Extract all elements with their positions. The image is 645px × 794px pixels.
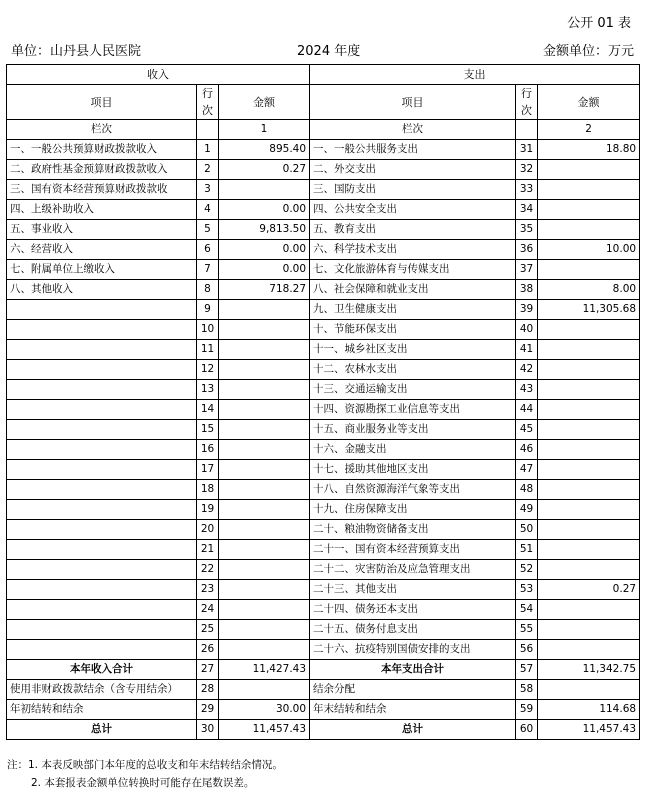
expense-amount-cell: 11,305.68 [538, 300, 640, 320]
expense-amount-cell: 18.80 [538, 140, 640, 160]
expense-item-cell: 本年支出合计 [310, 660, 516, 680]
income-amount-cell [219, 320, 310, 340]
expense-item-cell: 二十二、灾害防治及应急管理支出 [310, 560, 516, 580]
expense-item-cell: 十八、自然资源海洋气象等支出 [310, 480, 516, 500]
expense-line-cell: 53 [516, 580, 538, 600]
summary-row [7, 660, 640, 680]
expense-item-cell: 二十三、其他支出 [310, 580, 516, 600]
income-item-cell [7, 300, 197, 320]
reporting-unit: 单位：山丹县人民医院 [11, 44, 142, 59]
income-line-cell: 7 [197, 260, 219, 280]
note-2: 2. 本套报表金额单位转换时可能存在尾数误差。 [31, 777, 255, 789]
income-item-cell [7, 420, 197, 440]
expense-amount-cell [538, 480, 640, 500]
expense-line-cell: 37 [516, 260, 538, 280]
income-item-cell [7, 380, 197, 400]
income-item-cell: 年初结转和结余 [7, 700, 197, 720]
table-row [7, 260, 640, 280]
expense-line-cell: 33 [516, 180, 538, 200]
income-amount-cell [219, 420, 310, 440]
income-amount-cell [219, 640, 310, 660]
income-line-cell: 19 [197, 500, 219, 520]
income-item-cell [7, 620, 197, 640]
expense-amount-cell [538, 540, 640, 560]
income-item-cell [7, 640, 197, 660]
expense-line-cell: 36 [516, 240, 538, 260]
table-row [7, 460, 640, 480]
income-line-header: 行次 [197, 85, 219, 120]
income-line-cell: 6 [197, 240, 219, 260]
expense-item-cell: 五、教育支出 [310, 220, 516, 240]
expense-amount-cell [538, 440, 640, 460]
expense-amount-cell: 8.00 [538, 280, 640, 300]
income-item-cell: 六、经营收入 [7, 240, 197, 260]
income-line-cell: 28 [197, 680, 219, 700]
expense-item-cell: 十九、住房保障支出 [310, 500, 516, 520]
income-amount-cell [219, 480, 310, 500]
expense-line-cell: 56 [516, 640, 538, 660]
expense-lanci-number: 2 [538, 120, 640, 140]
expense-amount-cell [538, 460, 640, 480]
table-row [7, 400, 640, 420]
income-item-cell [7, 580, 197, 600]
income-amount-cell: 0.00 [219, 260, 310, 280]
income-amount-cell [219, 520, 310, 540]
expense-line-cell: 44 [516, 400, 538, 420]
expense-amount-cell: 0.27 [538, 580, 640, 600]
income-line-cell: 25 [197, 620, 219, 640]
expense-item-cell: 十六、金融支出 [310, 440, 516, 460]
table-row [7, 160, 640, 180]
income-item-header: 项目 [7, 85, 197, 120]
income-item-cell [7, 500, 197, 520]
expense-item-cell: 二、外交支出 [310, 160, 516, 180]
income-line-cell: 29 [197, 700, 219, 720]
income-amount-cell [219, 460, 310, 480]
table-row [7, 620, 640, 640]
income-item-cell: 七、附属单位上缴收入 [7, 260, 197, 280]
table-row [7, 140, 640, 160]
table-row [7, 560, 640, 580]
expense-line-cell: 59 [516, 700, 538, 720]
income-amount-cell: 11,427.43 [219, 660, 310, 680]
income-line-cell: 16 [197, 440, 219, 460]
expense-line-cell: 49 [516, 500, 538, 520]
income-item-cell: 八、其他收入 [7, 280, 197, 300]
expense-item-cell: 总计 [310, 720, 516, 740]
expense-line-cell: 55 [516, 620, 538, 640]
income-line-cell: 11 [197, 340, 219, 360]
form-code: 公开 01 表 [567, 16, 631, 31]
income-line-cell: 18 [197, 480, 219, 500]
expense-section-title: 支出 [310, 65, 640, 85]
income-line-cell: 1 [197, 140, 219, 160]
expense-amount-cell [538, 260, 640, 280]
lanci-row [7, 120, 640, 140]
expense-line-cell: 41 [516, 340, 538, 360]
expense-line-cell: 35 [516, 220, 538, 240]
income-line-cell: 24 [197, 600, 219, 620]
expense-item-cell: 一、一般公共服务支出 [310, 140, 516, 160]
expense-line-cell: 38 [516, 280, 538, 300]
income-item-cell [7, 480, 197, 500]
expense-item-cell: 十、节能环保支出 [310, 320, 516, 340]
income-item-cell [7, 360, 197, 380]
income-amount-cell [219, 340, 310, 360]
income-amount-cell [219, 600, 310, 620]
income-lanci-number: 1 [219, 120, 310, 140]
summary-row [7, 700, 640, 720]
table-row [7, 440, 640, 460]
expense-item-cell: 九、卫生健康支出 [310, 300, 516, 320]
income-line-cell: 12 [197, 360, 219, 380]
report-info-bar [7, 40, 638, 60]
expense-line-cell: 34 [516, 200, 538, 220]
expense-amount-cell: 11,342.75 [538, 660, 640, 680]
income-amount-cell [219, 400, 310, 420]
expense-line-cell: 32 [516, 160, 538, 180]
expense-item-cell: 二十五、债务付息支出 [310, 620, 516, 640]
expense-amount-cell [538, 360, 640, 380]
table-row [7, 200, 640, 220]
income-line-cell: 15 [197, 420, 219, 440]
table-row [7, 640, 640, 660]
expense-line-cell: 47 [516, 460, 538, 480]
summary-row [7, 720, 640, 740]
expense-item-cell: 结余分配 [310, 680, 516, 700]
expense-amount-cell: 11,457.43 [538, 720, 640, 740]
income-line-cell: 10 [197, 320, 219, 340]
expense-item-cell: 十七、援助其他地区支出 [310, 460, 516, 480]
income-line-cell: 8 [197, 280, 219, 300]
summary-row [7, 680, 640, 700]
expense-item-cell: 二十四、债务还本支出 [310, 600, 516, 620]
expense-amount-cell [538, 340, 640, 360]
income-amount-cell: 30.00 [219, 700, 310, 720]
expense-amount-cell [538, 200, 640, 220]
section-header-row [7, 65, 640, 85]
income-item-cell [7, 600, 197, 620]
expense-line-cell: 31 [516, 140, 538, 160]
income-amount-cell [219, 560, 310, 580]
income-item-cell: 使用非财政拨款结余（含专用结余） [7, 680, 197, 700]
income-line-cell: 20 [197, 520, 219, 540]
expense-amount-cell [538, 620, 640, 640]
income-amount-cell [219, 300, 310, 320]
expense-amount-cell [538, 500, 640, 520]
income-item-cell: 总计 [7, 720, 197, 740]
income-item-cell [7, 540, 197, 560]
income-item-cell: 五、事业收入 [7, 220, 197, 240]
table-row [7, 380, 640, 400]
income-amount-cell: 0.27 [219, 160, 310, 180]
income-section-title: 收入 [7, 65, 310, 85]
income-amount-cell [219, 680, 310, 700]
table-row [7, 420, 640, 440]
income-line-cell: 27 [197, 660, 219, 680]
expense-amount-cell [538, 380, 640, 400]
expense-line-cell: 51 [516, 540, 538, 560]
table-row [7, 340, 640, 360]
expense-line-cell: 39 [516, 300, 538, 320]
expense-amount-cell [538, 160, 640, 180]
expense-item-cell: 十四、资源勘探工业信息等支出 [310, 400, 516, 420]
column-header-row [7, 85, 640, 120]
income-item-cell: 一、一般公共预算财政拨款收入 [7, 140, 197, 160]
table-row [7, 280, 640, 300]
income-line-cell: 23 [197, 580, 219, 600]
income-line-cell: 9 [197, 300, 219, 320]
table-notes [7, 756, 283, 792]
expense-line-cell: 42 [516, 360, 538, 380]
income-expense-table [6, 64, 640, 740]
income-lanci-label: 栏次 [7, 120, 197, 140]
expense-amount-cell [538, 560, 640, 580]
table-row [7, 180, 640, 200]
income-amount-header: 金额 [219, 85, 310, 120]
income-line-cell: 2 [197, 160, 219, 180]
income-item-cell: 二、政府性基金预算财政拨款收入 [7, 160, 197, 180]
table-row [7, 520, 640, 540]
income-amount-cell: 718.27 [219, 280, 310, 300]
income-amount-cell [219, 540, 310, 560]
expense-item-cell: 四、公共安全支出 [310, 200, 516, 220]
income-item-cell [7, 320, 197, 340]
income-amount-cell: 895.40 [219, 140, 310, 160]
income-amount-cell: 11,457.43 [219, 720, 310, 740]
table-row [7, 480, 640, 500]
expense-line-cell: 43 [516, 380, 538, 400]
expense-amount-cell [538, 600, 640, 620]
expense-line-cell: 45 [516, 420, 538, 440]
income-item-cell [7, 400, 197, 420]
expense-line-cell: 54 [516, 600, 538, 620]
income-line-cell: 3 [197, 180, 219, 200]
income-line-cell: 13 [197, 380, 219, 400]
income-line-cell: 5 [197, 220, 219, 240]
expense-item-cell: 十二、农林水支出 [310, 360, 516, 380]
expense-item-cell: 二十一、国有资本经营预算支出 [310, 540, 516, 560]
income-amount-cell [219, 580, 310, 600]
expense-item-cell: 二十、粮油物资储备支出 [310, 520, 516, 540]
income-amount-cell [219, 500, 310, 520]
money-unit: 金额单位：万元 [542, 44, 634, 59]
expense-item-cell: 十五、商业服务业等支出 [310, 420, 516, 440]
expense-item-header: 项目 [310, 85, 516, 120]
income-item-cell [7, 560, 197, 580]
income-line-cell: 17 [197, 460, 219, 480]
note-1: 注：1. 本表反映部门本年度的总收支和年末结转结余情况。 [7, 759, 283, 771]
expense-item-cell: 十一、城乡社区支出 [310, 340, 516, 360]
expense-line-cell: 40 [516, 320, 538, 340]
report-year: 2024 年度 [297, 44, 361, 59]
income-line-cell: 4 [197, 200, 219, 220]
table-row [7, 320, 640, 340]
income-amount-cell: 0.00 [219, 240, 310, 260]
income-item-cell: 三、国有资本经营预算财政拨款收 [7, 180, 197, 200]
table-row [7, 240, 640, 260]
income-line-cell: 30 [197, 720, 219, 740]
income-item-cell: 本年收入合计 [7, 660, 197, 680]
income-amount-cell [219, 360, 310, 380]
expense-item-cell: 三、国防支出 [310, 180, 516, 200]
income-amount-cell [219, 380, 310, 400]
income-line-cell: 22 [197, 560, 219, 580]
expense-amount-cell [538, 400, 640, 420]
expense-line-cell: 58 [516, 680, 538, 700]
expense-amount-cell [538, 420, 640, 440]
table-row [7, 360, 640, 380]
expense-line-cell: 60 [516, 720, 538, 740]
expense-amount-cell [538, 520, 640, 540]
expense-line-header: 行次 [516, 85, 538, 120]
expense-amount-cell [538, 680, 640, 700]
income-line-cell: 26 [197, 640, 219, 660]
income-item-cell [7, 440, 197, 460]
income-item-cell [7, 520, 197, 540]
income-amount-cell: 9,813.50 [219, 220, 310, 240]
table-row [7, 220, 640, 240]
income-line-cell: 21 [197, 540, 219, 560]
expense-line-cell: 48 [516, 480, 538, 500]
expense-item-cell: 二十六、抗疫特别国债安排的支出 [310, 640, 516, 660]
income-item-cell [7, 340, 197, 360]
expense-amount-header: 金额 [538, 85, 640, 120]
expense-line-cell: 57 [516, 660, 538, 680]
income-amount-cell [219, 440, 310, 460]
income-amount-cell [219, 180, 310, 200]
expense-amount-cell [538, 220, 640, 240]
table-row [7, 300, 640, 320]
expense-line-cell: 46 [516, 440, 538, 460]
expense-item-cell: 年末结转和结余 [310, 700, 516, 720]
income-item-cell [7, 460, 197, 480]
expense-item-cell: 八、社会保障和就业支出 [310, 280, 516, 300]
income-line-cell: 14 [197, 400, 219, 420]
expense-item-cell: 七、文化旅游体育与传媒支出 [310, 260, 516, 280]
income-amount-cell [219, 620, 310, 640]
expense-line-cell: 52 [516, 560, 538, 580]
expense-item-cell: 六、科学技术支出 [310, 240, 516, 260]
table-row [7, 580, 640, 600]
expense-line-cell: 50 [516, 520, 538, 540]
expense-amount-cell [538, 320, 640, 340]
expense-amount-cell: 10.00 [538, 240, 640, 260]
income-lanci-line [197, 120, 219, 140]
income-item-cell: 四、上级补助收入 [7, 200, 197, 220]
expense-amount-cell [538, 180, 640, 200]
table-row [7, 540, 640, 560]
table-row [7, 600, 640, 620]
expense-amount-cell: 114.68 [538, 700, 640, 720]
table-row [7, 500, 640, 520]
expense-lanci-label: 栏次 [310, 120, 516, 140]
expense-item-cell: 十三、交通运输支出 [310, 380, 516, 400]
income-amount-cell: 0.00 [219, 200, 310, 220]
expense-amount-cell [538, 640, 640, 660]
expense-lanci-line [516, 120, 538, 140]
